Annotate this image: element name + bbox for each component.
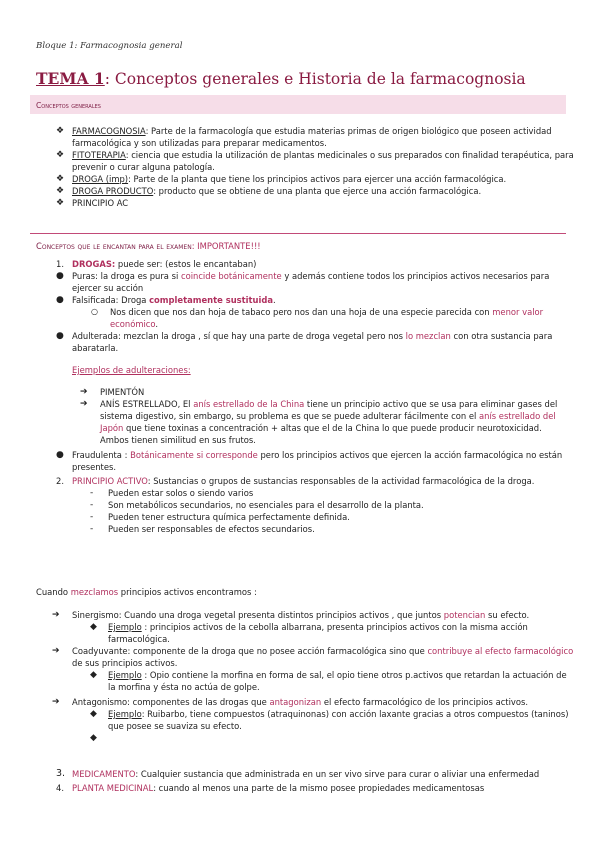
highlight: completamente sustituida <box>149 295 273 305</box>
def-item <box>56 125 574 149</box>
drogas-block <box>56 258 562 535</box>
dash-bullet-icon: - <box>90 500 94 510</box>
highlight: mezclamos <box>70 587 119 597</box>
text: Cuando <box>36 587 71 597</box>
text: Nos dicen que nos dan hoja de tabaco pero nos dan una hoja de una especie parecida con <box>110 307 493 317</box>
example-item <box>56 398 562 446</box>
text: : cuando al menos una parte de la mismo posee propiedades medicamentosas <box>153 783 485 793</box>
list-item-sub <box>90 523 562 535</box>
def-term: DROGA (imp) <box>72 174 129 184</box>
importante-tag: : IMPORTANTE!!! <box>191 241 261 251</box>
text: Puras: la droga es pura si <box>72 271 181 281</box>
text: Falsificada: Droga <box>72 295 150 305</box>
highlight: contribuye al efecto farmacológico <box>427 646 574 656</box>
ejemplos-label: Ejemplos de adulteraciones: <box>72 365 191 375</box>
list-item-sub <box>90 487 562 499</box>
bullet-icon: ● <box>56 331 64 341</box>
title-number: TEMA 1 <box>36 69 105 88</box>
text: su efecto. <box>485 610 530 620</box>
diamond-bullet-icon: ❖ <box>56 150 65 160</box>
def-text-cont: prevenir o curar alguna patología. <box>72 162 215 172</box>
def-text: : Parte de la farmacología que estudia materias primas de origen biológico que poseen actividad <box>145 126 552 136</box>
highlight: menor valor <box>492 307 544 317</box>
text: Ambos tienen similitud en sus frutos. <box>100 435 256 445</box>
arrow-right-icon: ➔ <box>52 697 60 707</box>
text: con otra sustancia para <box>450 331 553 341</box>
final-list <box>56 768 539 794</box>
def-term: FITOTERAPIA <box>72 150 126 160</box>
diamond-bullet-icon: ❖ <box>56 186 65 196</box>
def-item <box>56 197 574 209</box>
def-text: : Parte de la planta que tiene los principios activos para ejercer una acción farmacológica. <box>128 174 507 184</box>
list-item <box>56 258 562 270</box>
def-term: FARMACOGNOSIA <box>72 126 146 136</box>
text: : Ruibarbo, tiene compuestos (atraquinonas) con acción laxante gracias a otros compuestos (taninos) <box>141 709 569 719</box>
text: Pueden ser responsables de efectos secundarios. <box>108 524 315 534</box>
def-item <box>56 173 574 185</box>
list-number: 1. <box>56 259 64 269</box>
section-band <box>30 95 566 114</box>
text: principios activos encontramos : <box>118 587 257 597</box>
drogas-text: puede ser: (estos le encantaban) <box>115 259 257 269</box>
highlight: coincide botánicamente <box>180 271 282 281</box>
text: Pueden tener estructura química perfectamente definida. <box>108 512 350 522</box>
diamond-filled-icon: ◆ <box>90 622 97 632</box>
text: Pueden estar solos o siendo varios <box>108 488 254 498</box>
diamond-bullet-icon: ❖ <box>56 174 65 184</box>
list-item-sub: ○ Nos dicen que nos dan hoja de tabaco pero nos dan una hoja de una especie parecida con menor valor económico. <box>91 307 544 329</box>
example-item <box>52 708 573 732</box>
text: la morfina y ésta no actúa de golpe. <box>108 682 260 692</box>
bullet-icon: ● <box>56 271 64 281</box>
example-item <box>56 386 562 398</box>
text: y además contiene todos los principios activos necesarios para <box>281 271 550 281</box>
highlight: anís estrellado de la China <box>193 399 305 409</box>
ejemplo-label: Ejemplo <box>108 670 142 680</box>
arrow-right-icon: ➔ <box>80 387 88 397</box>
highlight: Japón <box>100 423 124 433</box>
section-heading-conceptos: Conceptos generales <box>36 101 101 110</box>
diamond-bullet-icon: ❖ <box>56 126 65 136</box>
def-item <box>56 185 574 197</box>
def-text-cont: farmacológica y son utilizadas para preparar medicamentos. <box>72 138 327 148</box>
example-item <box>52 621 573 645</box>
highlight: lo mezclan <box>405 331 451 341</box>
text: ANÍS ESTRELLADO, El <box>100 399 194 409</box>
text: que tiene toxinas a concentración + altas que el de la China lo que puede producir neurotoxicidad. <box>123 423 542 433</box>
text: ejercer su acción <box>72 283 144 293</box>
arrow-right-icon: ➔ <box>52 646 60 656</box>
bullet-icon: ● <box>56 450 64 460</box>
list-number: 2. <box>56 476 64 486</box>
def-text: : producto que se obtiene de una planta que ejerce una acción farmacológica. <box>153 186 482 196</box>
list-item: ● Falsificada: Droga completamente sustituida. <box>56 295 276 305</box>
list-item-sub <box>90 511 562 523</box>
text: : Cualquier sustancia que administrada en un ser vivo sirve para curar o aliviar una enfermedad <box>135 769 540 779</box>
pa-sublist <box>56 487 562 535</box>
title-sep: : <box>104 70 115 88</box>
text: farmacológica. <box>108 634 170 644</box>
text: Antagonismo: componentes de las drogas que <box>72 697 270 707</box>
list-item-sub <box>90 499 562 511</box>
text: que posee se suaviza su efecto. <box>108 721 242 731</box>
page-title <box>36 69 526 88</box>
diamond-filled-icon: ◆ <box>90 670 97 680</box>
text: sistema digestivo, sin embargo, su problema es que se puede adulterar fácilmente con el <box>100 411 479 421</box>
planta-term: PLANTA MEDICINAL <box>72 783 154 793</box>
text: : principios activos de la cebolla albarrana, presenta principios activos con la misma acción <box>141 622 528 632</box>
text: abaratarla. <box>72 343 119 353</box>
highlight: antagonizan <box>269 697 322 707</box>
title-text: Conceptos generales e Historia de la farmacognosia <box>114 70 526 88</box>
diamond-filled-icon: ◆ <box>90 709 97 719</box>
diamond-filled-icon: ◆ <box>90 733 97 743</box>
highlight: anís estrellado del <box>479 411 556 421</box>
bullet-icon: ● <box>56 295 64 305</box>
highlight: potencian <box>443 610 486 620</box>
def-text: : ciencia que estudia la utilización de plantas medicinales o sus preparados con finalidad terapéutica, para <box>125 150 574 160</box>
text: : Sustancias o grupos de sustancias responsables de la actividad farmacológica de la droga. <box>147 476 535 486</box>
section-heading-examen <box>36 240 261 252</box>
list-number: 3. <box>56 768 66 779</box>
arrow-right-icon: ➔ <box>80 399 88 409</box>
dash-bullet-icon: - <box>90 524 94 534</box>
text: Coadyuvante: componente de la droga que no posee acción farmacológica sino que <box>72 646 428 656</box>
examen-heading: Conceptos que le encantan para el examen <box>36 241 192 251</box>
highlight: Botánicamente si corresponde <box>130 450 258 460</box>
arrow-right-icon: ➔ <box>52 610 60 620</box>
list-item <box>56 475 562 487</box>
list-item <box>52 645 573 669</box>
list-item <box>52 609 573 621</box>
ejemplo-label: Ejemplo <box>108 709 142 719</box>
section-divider <box>30 233 566 234</box>
def-item <box>56 149 574 173</box>
text: Son metabólicos secundarios, no esenciales para el desarrollo de la planta. <box>108 500 424 510</box>
ejemplos-heading <box>56 364 562 376</box>
diamond-bullet-icon: ❖ <box>56 198 65 208</box>
page-header: Bloque 1: Farmacognosia general <box>36 41 183 51</box>
text: el efecto farmacológico de los principios activos. <box>321 697 529 707</box>
highlight: económico <box>110 319 156 329</box>
mezcla-list <box>52 609 573 744</box>
text: Sinergismo: Cuando una droga vegetal presenta distintos principios activos , que juntos <box>72 610 444 620</box>
dash-bullet-icon: - <box>90 488 94 498</box>
list-item <box>56 768 539 780</box>
list-item <box>56 270 562 294</box>
def-term: PRINCIPIO AC <box>72 198 129 208</box>
drogas-term: DROGAS: <box>72 259 116 269</box>
list-number: 4. <box>56 783 64 793</box>
text: : Opio contiene la morfina en forma de sal, el opio tiene otros p.activos que retardan la actuación de <box>141 670 567 680</box>
list-item <box>56 449 562 473</box>
circle-bullet-icon: ○ <box>91 307 98 316</box>
example-item <box>52 669 573 693</box>
text: Adulterada: mezclan la droga , sí que hay una parte de droga vegetal pero nos <box>72 331 406 341</box>
def-term: DROGA PRODUCTO <box>72 186 154 196</box>
text: de sus principios activos. <box>72 658 178 668</box>
list-item <box>52 696 573 708</box>
text: tiene un principio activo que se usa para eliminar gases del <box>304 399 558 409</box>
text: Fraudulenta : <box>72 450 131 460</box>
example-item-empty <box>52 732 573 744</box>
definitions-list <box>56 125 574 209</box>
list-item <box>56 330 562 354</box>
dash-bullet-icon: - <box>90 512 94 522</box>
list-item <box>56 782 539 794</box>
text: PIMENTÓN <box>100 387 145 397</box>
mezcla-intro <box>36 586 257 598</box>
text: presentes. <box>72 462 117 472</box>
ejemplo-label: Ejemplo <box>108 622 142 632</box>
text: pero los principios activos que ejercen la acción farmacológica no están <box>257 450 563 460</box>
med-term: MEDICAMENTO <box>72 769 136 779</box>
pa-term: PRINCIPIO ACTIVO <box>72 476 148 486</box>
